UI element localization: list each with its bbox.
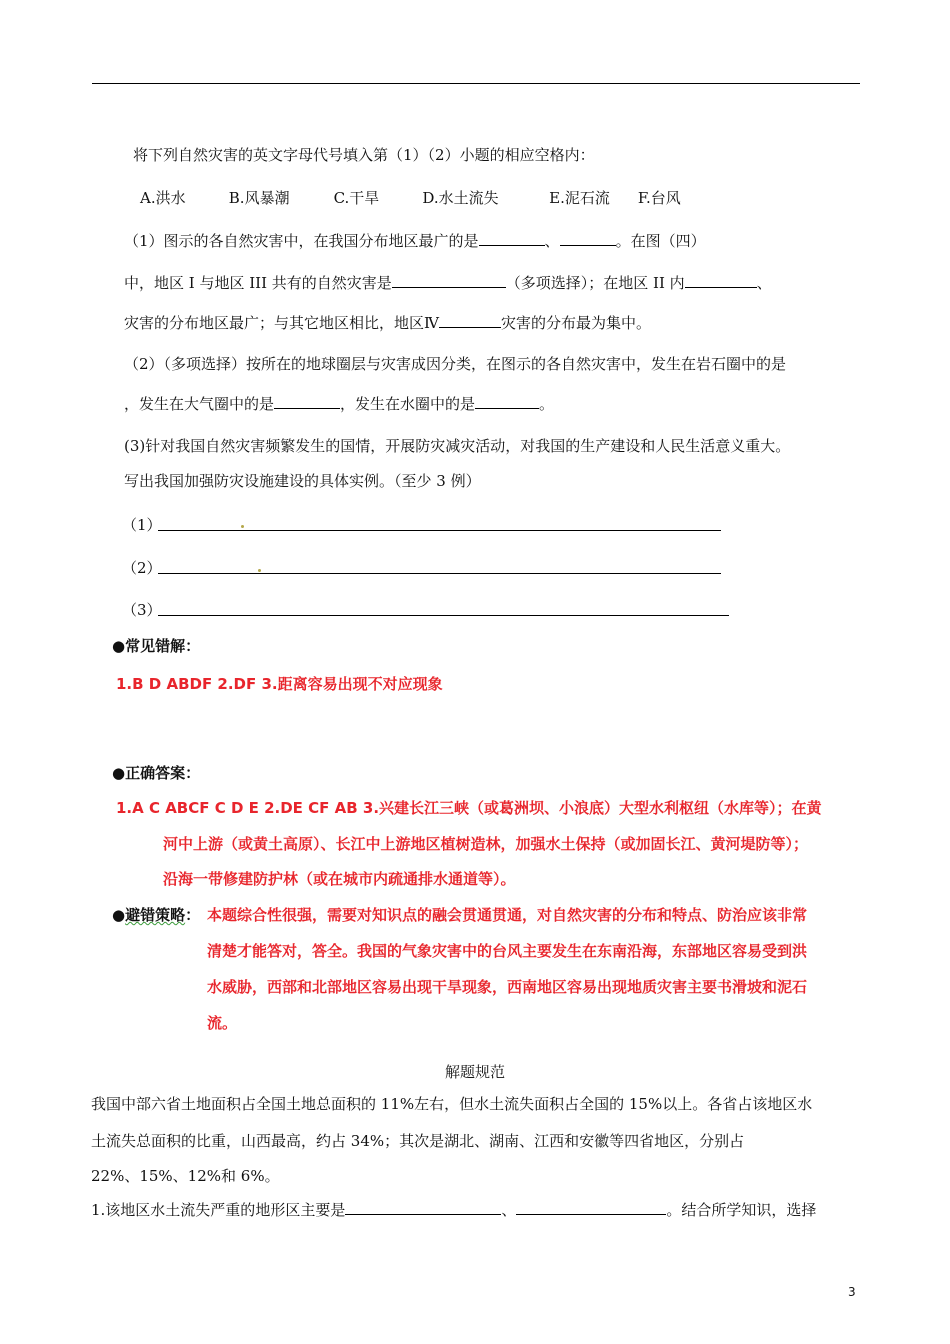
- q1-line3-text-b: 灾害的分布最为集中。: [501, 314, 652, 332]
- q2-text-b: ，发生在水圈中的是: [340, 395, 476, 413]
- q3-item-3: （3）: [122, 601, 162, 619]
- option-a: A.洪水: [140, 189, 186, 207]
- correct-answer-line2: 河中上游（或黄土高原）、长江中上游地区植树造林，加强水土保持（或加固长江、黄河堤防等）；: [163, 835, 809, 853]
- q3-answer-line-2[interactable]: [158, 573, 721, 574]
- q1-line2-text-a: 中，地区 I 与地区 III 共有的自然灾害是: [124, 274, 392, 292]
- mark-dot: [241, 525, 244, 528]
- intro-text: 将下列自然灾害的英文字母代号填入第（1）（2）小题的相应空格内：: [133, 146, 595, 164]
- strategy-label-text: 避错策略: [125, 906, 186, 924]
- q1-sep: 、: [544, 232, 560, 250]
- q1-line2: [124, 273, 772, 293]
- section-title: 解题规范: [444, 1063, 505, 1081]
- option-f: F.台风: [637, 189, 681, 207]
- q1-text-b: 。在图（四）: [615, 232, 706, 250]
- correct-answer-label: ●正确答案：: [112, 764, 201, 782]
- section2-para-line1: 我国中部六省土地面积占全国土地总面积的 11%左右，但水土流失面积占全国的 15%以上。各省占该地区水: [91, 1095, 813, 1113]
- q1-blank-4[interactable]: [685, 273, 757, 288]
- q2-blank-2[interactable]: [475, 394, 539, 409]
- section2-blank-1[interactable]: [345, 1200, 501, 1215]
- q1-blank-2[interactable]: [560, 231, 616, 246]
- strategy-bullet: ●: [112, 906, 126, 924]
- q1-line3-text-a: 灾害的分布地区最广；与其它地区相比，地区Ⅳ: [124, 314, 439, 332]
- q1-line3: [124, 313, 651, 333]
- strategy-line1: 本题综合性很强，需要对知识点的融会贯通贯通，对自然灾害的分布和特点、防治应该非常: [207, 906, 808, 924]
- strategy-line2: 清楚才能答对，答全。我国的气象灾害中的台风主要发生在东南沿海，东部地区容易受到洪: [207, 942, 808, 960]
- common-errors-label: ●常见错解：: [112, 637, 201, 655]
- q1-blank-5[interactable]: [439, 313, 501, 328]
- mark-dot: [258, 569, 261, 572]
- q2-line1: （2）（多项选择）按所在的地球圈层与灾害成因分类，在图示的各自然灾害中，发生在岩石圈中的是: [124, 355, 787, 373]
- strategy-line4: 流。: [207, 1014, 238, 1032]
- strategy-line3: 水威胁，西部和北部地区容易出现干旱现象，西南地区容易出现地质灾害主要书滑坡和泥石: [207, 978, 808, 996]
- section2-para-line2: 土流失总面积的比重，山西最高，约占 34%；其次是湖北、湖南、江西和安徽等四省地区，分别占: [91, 1132, 745, 1150]
- correct-answer-line1: 1.A C ABCF C D E 2.DE CF AB 3.兴建长江三峡（或葛洲坝、小浪底）大型水利枢纽（水库等）；在黄: [116, 799, 822, 817]
- q1-blank-3[interactable]: [392, 273, 506, 288]
- option-e: E.泥石流: [549, 189, 610, 207]
- common-errors-answer: 1.B D ABDF 2.DF 3.距离容易出现不对应现象: [116, 675, 443, 693]
- section2-q1-text-b: 。结合所学知识，选择: [666, 1201, 817, 1219]
- q1-line1: [124, 231, 706, 251]
- q1-line2-sep: 、: [756, 274, 772, 292]
- option-b: B.风暴潮: [228, 189, 290, 207]
- q3-answer-line-1[interactable]: [158, 530, 721, 531]
- q1-line2-text-b: （多项选择）；在地区 II 内: [505, 274, 685, 292]
- q3-item-2: （2）: [122, 559, 162, 577]
- section2-q1-text-a: 1.该地区水土流失严重的地形区主要是: [91, 1201, 346, 1219]
- q2-text-a: ，发生在大气圈中的是: [124, 395, 275, 413]
- correct-answer-line3: 沿海一带修建防护林（或在城市内疏通排水通道等）。: [163, 870, 516, 888]
- q2-line2: [124, 394, 554, 414]
- section2-para-line3: 22%、15%、12%和 6%。: [91, 1167, 280, 1185]
- q3-item-1: （1）: [122, 516, 162, 534]
- q2-blank-1[interactable]: [274, 394, 340, 409]
- q3-answer-line-3[interactable]: [158, 615, 729, 616]
- strategy-label: [112, 905, 200, 925]
- header-rule: [92, 83, 860, 84]
- q3-line2: 写出我国加强防灾设施建设的具体实例。（至少 3 例）: [124, 472, 481, 490]
- section2-q1: [91, 1200, 816, 1220]
- section2-blank-2[interactable]: [516, 1200, 666, 1215]
- option-d: D.水土流失: [422, 189, 499, 207]
- section2-q1-sep: 、: [501, 1201, 517, 1219]
- q1-text-a: （1）图示的各自然灾害中，在我国分布地区最广的是: [124, 232, 479, 250]
- q3-line1: (3)针对我国自然灾害频繁发生的国情，开展防灾减灾活动，对我国的生产建设和人民生活意义重大。: [124, 437, 791, 455]
- page-number: 3: [848, 1285, 856, 1299]
- options-row: [140, 188, 681, 208]
- q1-blank-1[interactable]: [479, 231, 545, 246]
- option-c: C.干旱: [333, 189, 380, 207]
- q2-text-c: 。: [539, 395, 555, 413]
- strategy-colon: ：: [185, 906, 201, 924]
